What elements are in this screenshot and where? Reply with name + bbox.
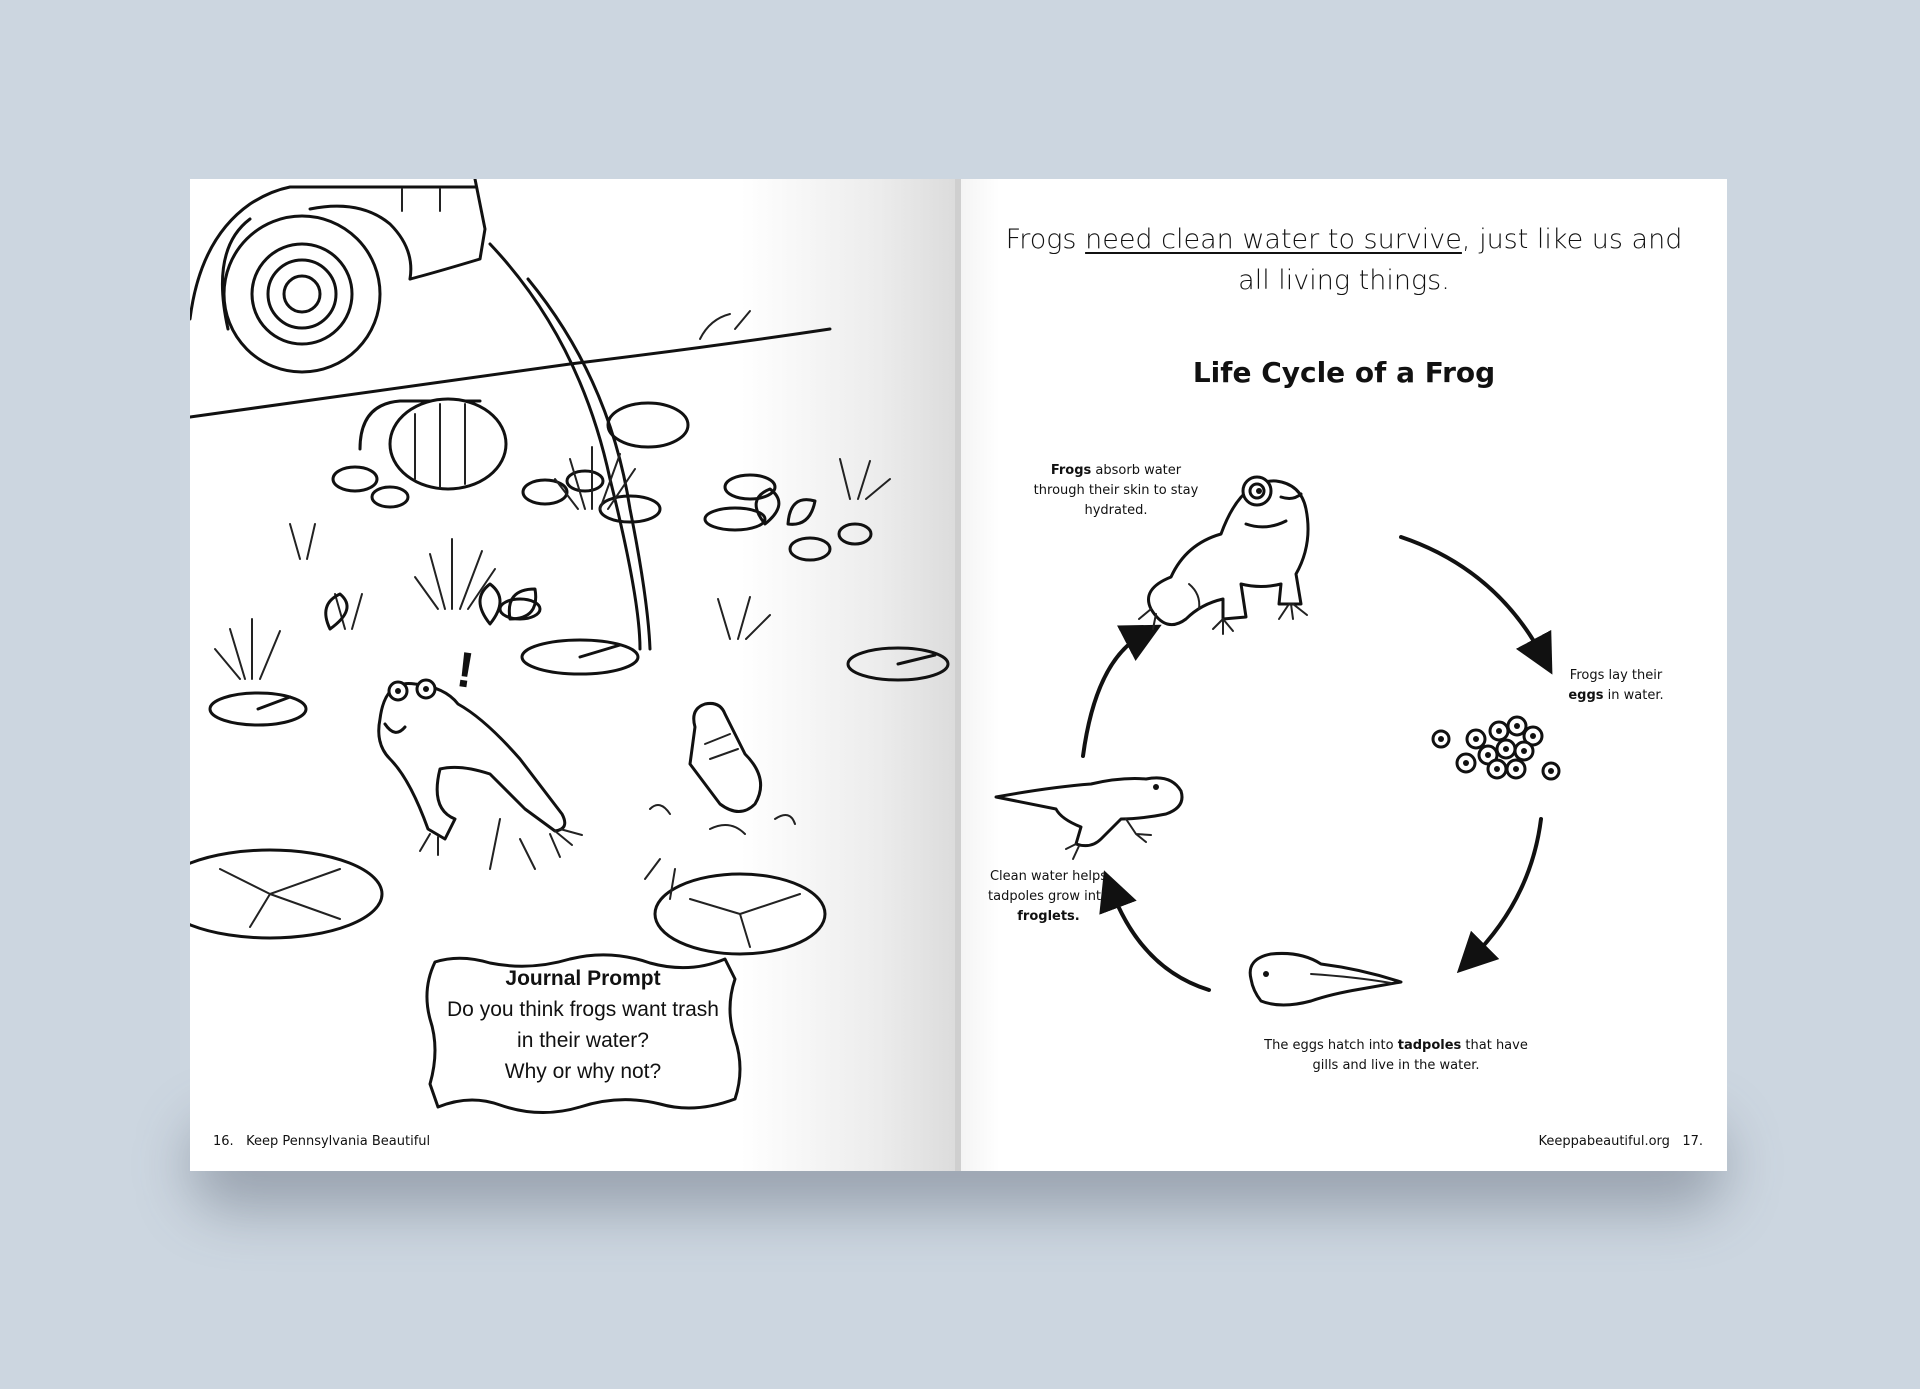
right-page-number: 17. xyxy=(1682,1134,1703,1149)
publisher-name: Keep Pennsylvania Beautiful xyxy=(246,1134,431,1149)
caption-frog xyxy=(1026,461,1206,521)
caption-froglet-before: Clean water helps tadpoles grow into xyxy=(988,869,1109,904)
caption-eggs-after: in water. xyxy=(1603,688,1664,703)
right-page xyxy=(961,179,1727,1171)
caption-eggs xyxy=(1556,666,1676,706)
headline-after: , just like us and all living things. xyxy=(1238,224,1683,296)
arrow-tadpole-to-froglet xyxy=(1111,889,1209,990)
arrow-frog-to-eggs xyxy=(1401,537,1543,657)
footer-left xyxy=(213,1134,430,1149)
caption-frog-text: absorb water through their skin to stay hydrated. xyxy=(1033,463,1199,518)
caption-eggs-before: Frogs lay their xyxy=(1569,668,1663,683)
arrow-froglet-to-frog xyxy=(1083,634,1144,756)
caption-tadpole-before: The eggs hatch into xyxy=(1264,1038,1398,1053)
caption-froglet-bold: froglets. xyxy=(1017,909,1080,924)
tadpole-illustration xyxy=(1250,953,1401,1005)
journal-line-3: Why or why not? xyxy=(504,1060,662,1083)
froglet-illustration xyxy=(996,778,1182,859)
website-link[interactable]: Keeppabeautiful.org xyxy=(1538,1134,1670,1149)
caption-eggs-bold: eggs xyxy=(1568,688,1604,703)
caption-frog-bold: Frogs xyxy=(1050,463,1092,478)
footer-right xyxy=(1539,1134,1703,1149)
caption-froglet xyxy=(986,867,1111,927)
caption-tadpole-bold: tadpoles xyxy=(1397,1038,1462,1053)
jumping-frog-illustration xyxy=(379,680,582,869)
exclamation-mark: ! xyxy=(453,641,478,699)
car-illustration xyxy=(190,179,485,372)
plastic-bottle-illustration xyxy=(645,703,795,899)
journal-prompt xyxy=(433,963,733,1087)
journal-line-1: Do you think frogs want trash xyxy=(447,998,719,1021)
frog-eggs-illustration xyxy=(1433,717,1559,779)
headline-before: Frogs xyxy=(1005,224,1086,255)
life-cycle-title: Life Cycle of a Frog xyxy=(1192,356,1496,389)
headline-underlined: need clean water to survive xyxy=(1085,224,1462,255)
journal-title: Journal Prompt xyxy=(505,967,661,990)
journal-line-2: in their water? xyxy=(517,1029,649,1052)
caption-tadpole xyxy=(1251,1036,1541,1076)
caption-tadpole-after: that have gills and live in the water. xyxy=(1312,1038,1528,1073)
arrow-eggs-to-tadpole xyxy=(1471,819,1541,959)
left-page-number: 16. xyxy=(213,1134,234,1149)
left-page xyxy=(190,179,955,1171)
book-spread xyxy=(190,179,1727,1171)
